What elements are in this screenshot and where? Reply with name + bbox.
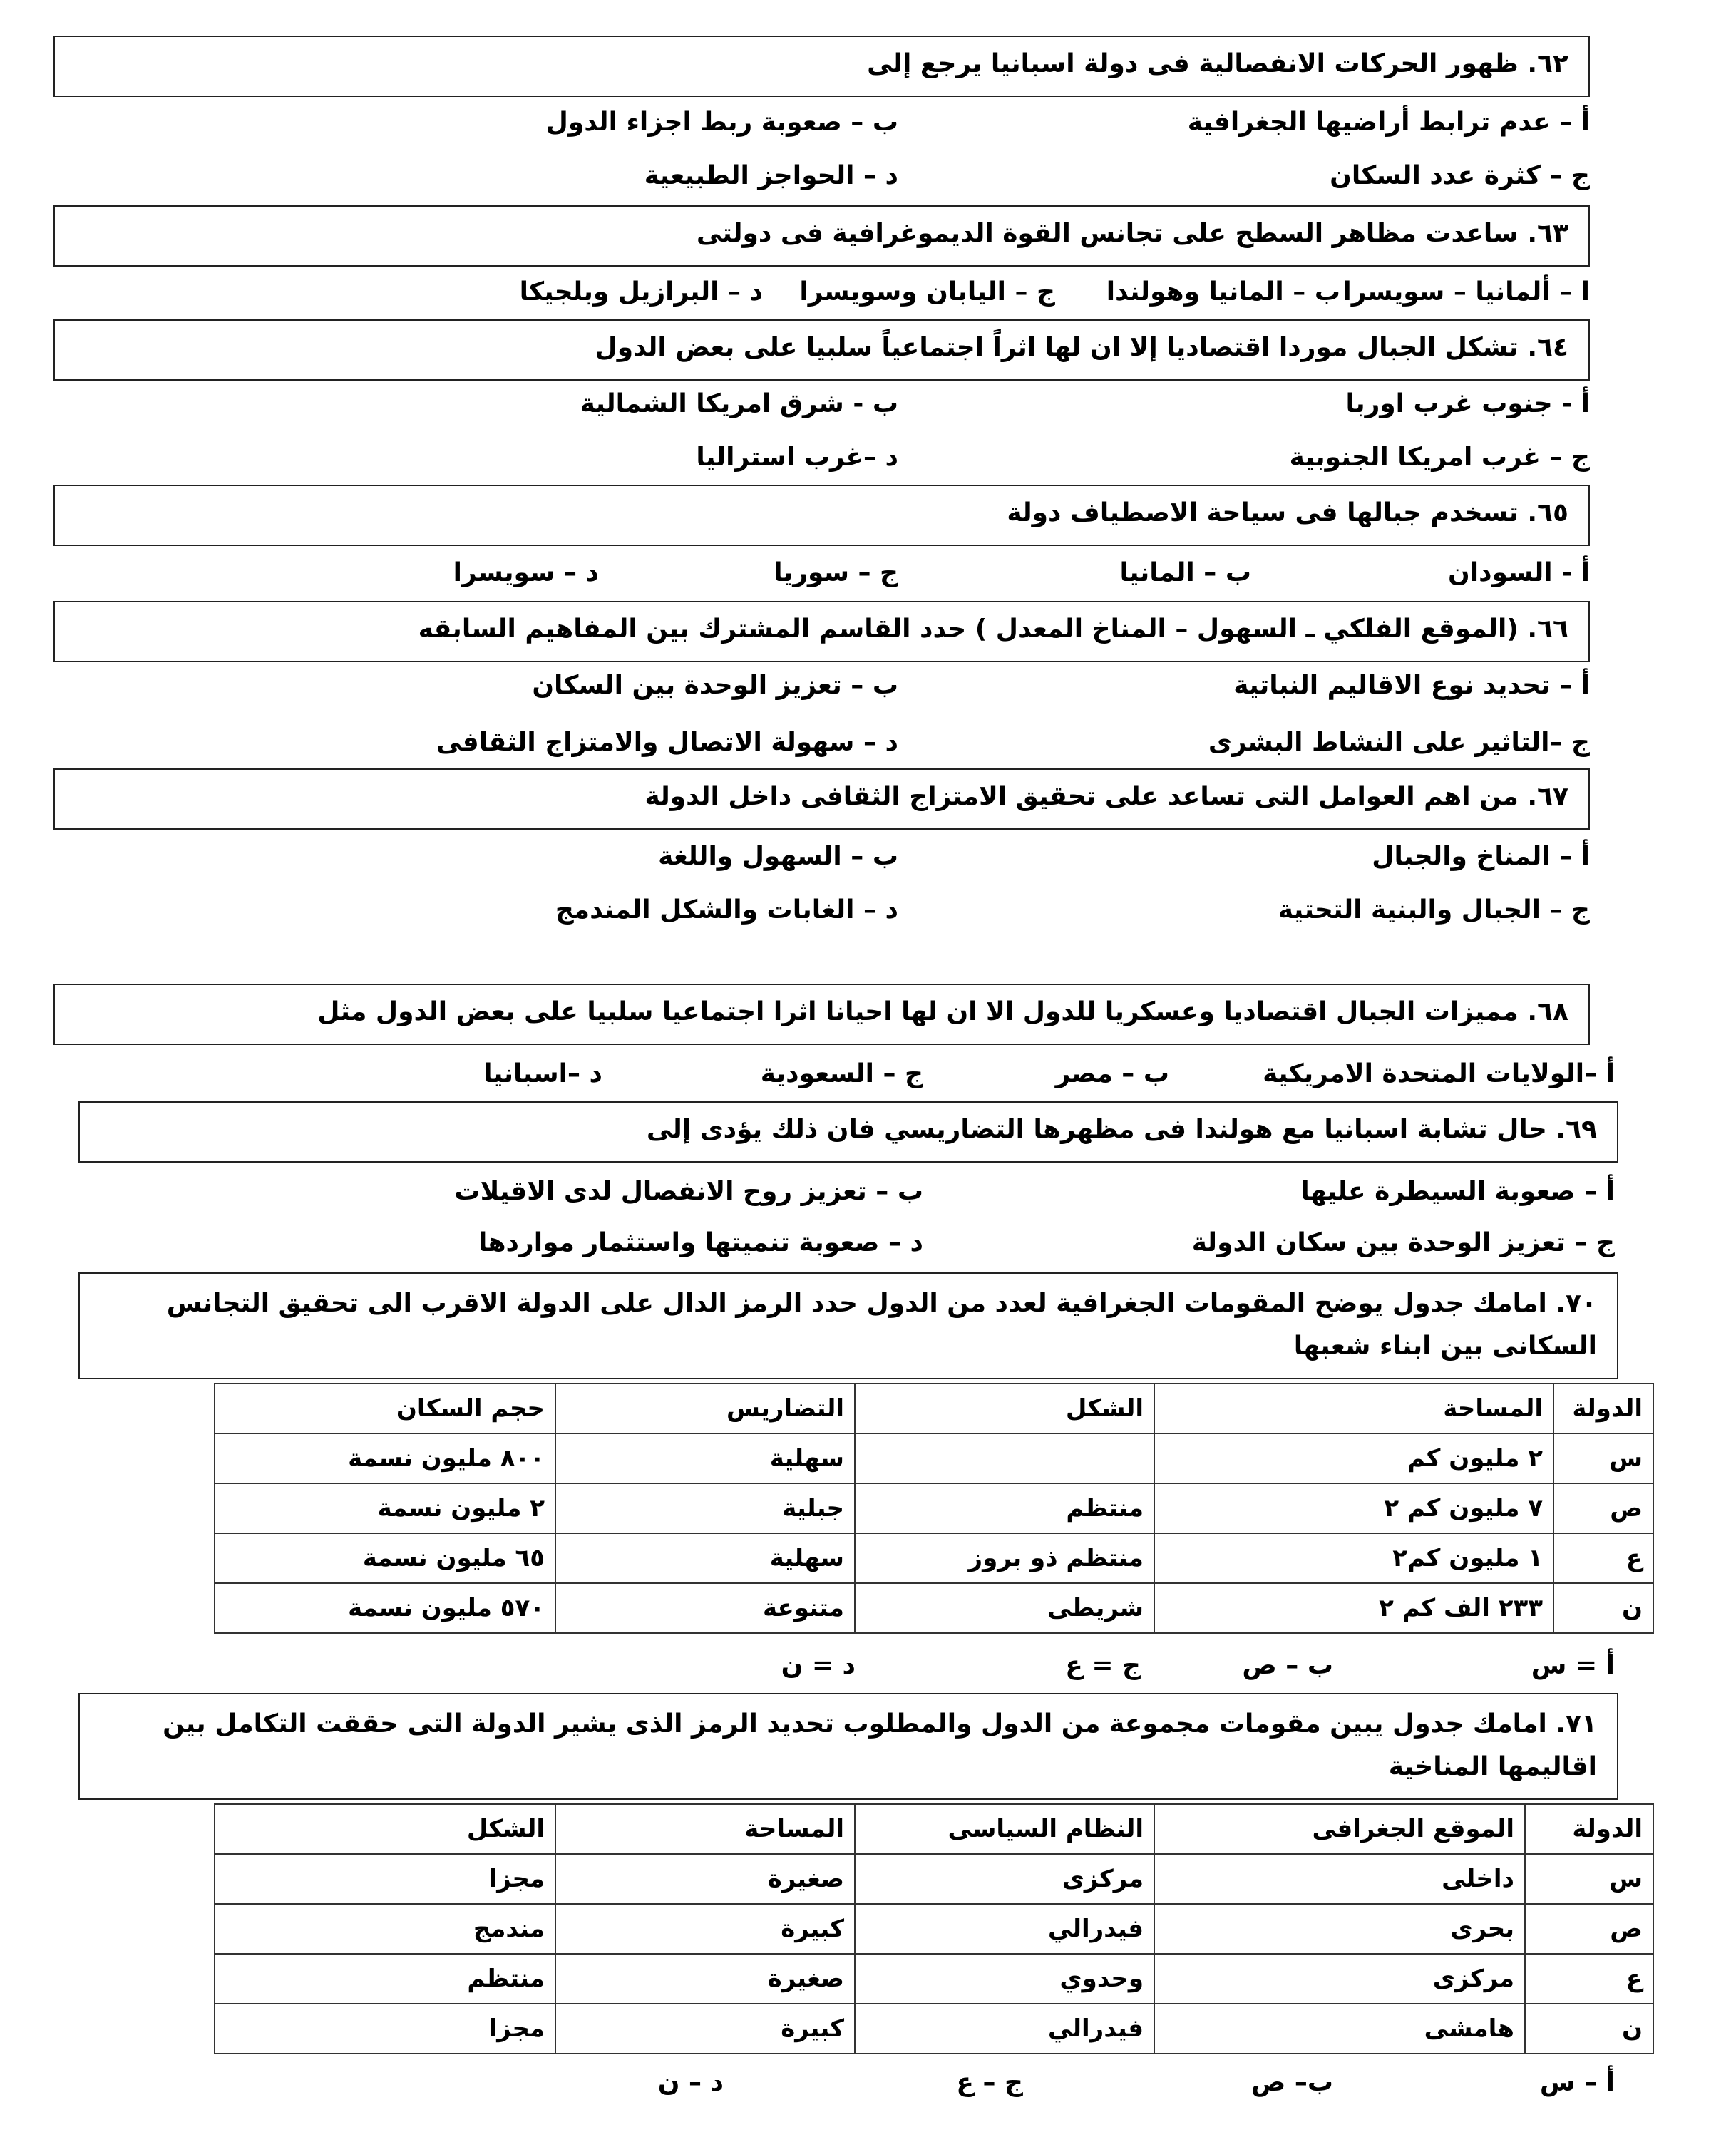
q62-option-b[interactable]: ب – صعوبة ربط اجزاء الدول — [545, 108, 898, 137]
table-row — [215, 1433, 1653, 1483]
table-70-header-cell: حجم السكان — [215, 1384, 555, 1433]
question-67-box — [53, 768, 1590, 830]
q70-option-c[interactable]: ج = ع — [1065, 1651, 1141, 1680]
table-cell: ١ مليون كم٢ — [1154, 1533, 1553, 1583]
q63-option-c[interactable]: ج – اليابان وسويسرا — [799, 277, 1055, 307]
table-71 — [214, 1803, 1654, 2054]
table-70-header-row — [215, 1384, 1653, 1433]
q70-option-a[interactable]: أ = س — [1531, 1651, 1615, 1680]
table-cell: جبلية — [555, 1483, 855, 1533]
table-cell: صغيرة — [555, 1854, 855, 1904]
q69-option-c[interactable]: ج – تعزيز الوحدة بين سكان الدولة — [1191, 1228, 1615, 1257]
q66-option-a[interactable]: أ – تحديد نوع الاقاليم النباتية — [1233, 671, 1590, 700]
q64-option-d[interactable]: د –غرب استراليا — [696, 443, 898, 472]
table-row — [215, 1483, 1653, 1533]
question-69-box — [78, 1101, 1618, 1163]
q68-option-a[interactable]: أ –الولايات المتحدة الامريكية — [1263, 1059, 1615, 1088]
table-cell: س — [1553, 1433, 1653, 1483]
table-cell: س — [1525, 1854, 1653, 1904]
q65-option-d[interactable]: د – سويسرا — [453, 558, 599, 587]
table-cell: منتظم ذو بروز — [855, 1533, 1154, 1583]
question-66-box — [53, 601, 1590, 662]
q71-option-b[interactable]: ب– ص — [1250, 2068, 1333, 2097]
table-row — [215, 2004, 1653, 2054]
table-cell: ص — [1553, 1483, 1653, 1533]
q66-option-d[interactable]: د – سهولة الاتصال والامتزاج الثقافى — [436, 728, 898, 757]
question-65-stem: ٦٥. تسخدم جبالها فى سياحة الاصطياف دولة — [1007, 498, 1568, 527]
q68-option-c[interactable]: ج – السعودية — [760, 1059, 923, 1088]
table-70-header-cell: الدولة — [1553, 1384, 1653, 1433]
table-cell: مندمج — [215, 1904, 555, 1954]
question-64-stem: ٦٤. تشكل الجبال موردا اقتصاديا إلا ان لها اثراً اجتماعياً سلبيا على بعض الدول — [595, 333, 1568, 362]
table-cell: كبيرة — [555, 2004, 855, 2054]
table-cell: شريطى — [855, 1583, 1154, 1633]
table-row — [215, 1583, 1653, 1633]
table-70-header-cell: الشكل — [855, 1384, 1154, 1433]
q65-option-a[interactable]: أ - السودان — [1448, 558, 1590, 587]
q64-option-c[interactable]: ج – غرب امريكا الجنوبية — [1289, 443, 1590, 472]
table-cell: ن — [1525, 2004, 1653, 2054]
question-62-box — [53, 36, 1590, 97]
q71-option-a[interactable]: أ – س — [1539, 2068, 1615, 2097]
question-69-stem: ٦٩. حال تشابة اسبانيا مع هولندا فى مظهرها التضاريسي فان ذلك يؤدى إلى — [646, 1115, 1597, 1144]
table-cell: ٦٥ مليون نسمة — [215, 1533, 555, 1583]
q64-option-b[interactable]: ب - شرق امريكا الشمالية — [580, 389, 898, 418]
q69-option-a[interactable]: أ – صعوبة السيطرة عليها — [1300, 1177, 1615, 1206]
question-68-stem: ٦٨. مميزات الجبال اقتصاديا وعسكريا للدول الا ان لها احيانا اثرا اجتماعيا سلبيا على بعض الدول مثل — [317, 997, 1568, 1026]
question-63-box — [53, 205, 1590, 267]
table-cell: سهلية — [555, 1433, 855, 1483]
table-cell: ٨٠٠ مليون نسمة — [215, 1433, 555, 1483]
question-64-box — [53, 319, 1590, 381]
table-cell: فيدرالي — [855, 2004, 1154, 2054]
table-cell: ص — [1525, 1904, 1653, 1954]
q68-option-d[interactable]: د –اسبانيا — [483, 1059, 602, 1088]
q65-option-c[interactable]: ج – سوريا — [774, 558, 898, 587]
q65-option-b[interactable]: ب – المانيا — [1119, 558, 1251, 587]
table-cell: ع — [1525, 1954, 1653, 2004]
q62-option-c[interactable]: ج – كثرة عدد السكان — [1330, 161, 1590, 190]
q67-option-b[interactable]: ب – السهول واللغة — [658, 842, 898, 871]
table-row — [215, 1954, 1653, 2004]
q71-option-d[interactable]: د – ن — [657, 2068, 724, 2097]
q63-option-d[interactable]: د – البرازيل وبلجيكا — [519, 277, 763, 307]
q64-option-a[interactable]: أ - جنوب غرب اوربا — [1345, 389, 1590, 418]
q62-option-d[interactable]: د – الحواجز الطبيعية — [644, 161, 898, 190]
q67-option-a[interactable]: أ – المناخ والجبال — [1372, 842, 1590, 871]
table-71-header-cell: الموقع الجغرافى — [1154, 1804, 1525, 1854]
table-cell: منتظم — [855, 1483, 1154, 1533]
question-70-box — [78, 1272, 1618, 1379]
table-cell — [855, 1433, 1154, 1483]
question-66-stem: ٦٦. (الموقع الفلكي ـ السهول – المناخ المعدل ) حدد القاسم المشترك بين المفاهيم السابقه — [418, 614, 1568, 644]
table-cell: منتظم — [215, 1954, 555, 2004]
q68-option-b[interactable]: ب – مصر — [1055, 1059, 1169, 1088]
q69-option-d[interactable]: د – صعوبة تنميتها واستثمار مواردها — [478, 1228, 923, 1257]
q67-option-d[interactable]: د – الغابات والشكل المندمج — [555, 895, 898, 925]
q70-option-b[interactable]: ب – ص — [1242, 1651, 1333, 1680]
question-65-box — [53, 485, 1590, 546]
table-cell: وحدوي — [855, 1954, 1154, 2004]
q66-option-b[interactable]: ب – تعزيز الوحدة بين السكان — [532, 671, 898, 700]
q63-option-a[interactable]: ا – ألمانيا – سويسرا — [1342, 277, 1590, 307]
table-cell: متنوعة — [555, 1583, 855, 1633]
table-71-header-cell: الدولة — [1525, 1804, 1653, 1854]
question-62-stem: ٦٢. ظهور الحركات الانفصالية فى دولة اسبانيا يرجع إلى — [867, 49, 1568, 78]
table-cell: ٢٣٣ الف كم ٢ — [1154, 1583, 1553, 1633]
question-71-box — [78, 1693, 1618, 1800]
question-70-stem: ٧٠. امامك جدول يوضح المقومات الجغرافية لعدد من الدول حدد الرمز الدال على الدولة الاقرب الى تحقيق التجانس السكانى بين ابناء شعبها — [166, 1289, 1597, 1361]
table-71-header-cell: الشكل — [215, 1804, 555, 1854]
question-71-stem: ٧١. امامك جدول يبين مقومات مجموعة من الدول والمطلوب تحديد الرمز الذى يشير الدولة التى حققت التكامل بين اقاليمها المناخية — [163, 1709, 1597, 1781]
table-cell: مركزى — [855, 1854, 1154, 1904]
table-cell: ع — [1553, 1533, 1653, 1583]
table-cell: ٧ مليون كم ٢ — [1154, 1483, 1553, 1533]
table-cell: مجزا — [215, 1854, 555, 1904]
table-cell: هامشى — [1154, 2004, 1525, 2054]
q67-option-c[interactable]: ج – الجبال والبنية التحتية — [1278, 895, 1590, 925]
q71-option-c[interactable]: ج – ع — [956, 2068, 1023, 2097]
table-cell: صغيرة — [555, 1954, 855, 2004]
table-cell: مجزا — [215, 2004, 555, 2054]
question-63-stem: ٦٣. ساعدت مظاهر السطح على تجانس القوة الديموغرافية فى دولتى — [696, 219, 1568, 248]
table-row — [215, 1854, 1653, 1904]
table-row — [215, 1904, 1653, 1954]
q69-option-b[interactable]: ب – تعزيز روح الانفصال لدى الاقيلات — [454, 1177, 923, 1206]
table-cell: سهلية — [555, 1533, 855, 1583]
table-cell: فيدرالي — [855, 1904, 1154, 1954]
table-cell: كبيرة — [555, 1904, 855, 1954]
table-cell: ٢ مليون نسمة — [215, 1483, 555, 1533]
table-cell: ٥٧٠ مليون نسمة — [215, 1583, 555, 1633]
question-67-stem: ٦٧. من اهم العوامل التى تساعد على تحقيق الامتزاج الثقافى داخل الدولة — [644, 782, 1568, 811]
table-71-header-cell: المساحة — [555, 1804, 855, 1854]
table-cell: ٢ مليون كم — [1154, 1433, 1553, 1483]
table-cell: بحرى — [1154, 1904, 1525, 1954]
table-70-header-cell: التضاريس — [555, 1384, 855, 1433]
table-cell: ن — [1553, 1583, 1653, 1633]
table-71-header-row — [215, 1804, 1653, 1854]
question-68-box — [53, 984, 1590, 1045]
table-cell: داخلى — [1154, 1854, 1525, 1904]
q62-option-a[interactable]: أ – عدم ترابط أراضيها الجغرافية — [1187, 108, 1590, 137]
table-cell: مركزى — [1154, 1954, 1525, 2004]
table-70 — [214, 1383, 1654, 1634]
table-70-header-cell: المساحة — [1154, 1384, 1553, 1433]
table-row — [215, 1533, 1653, 1583]
table-71-header-cell: النظام السياسى — [855, 1804, 1154, 1854]
q66-option-c[interactable]: ج –التاثير على النشاط البشرى — [1208, 728, 1590, 757]
q63-option-b[interactable]: ب – المانيا وهولندا — [1106, 277, 1340, 307]
q70-option-d[interactable]: د = ن — [781, 1651, 856, 1680]
